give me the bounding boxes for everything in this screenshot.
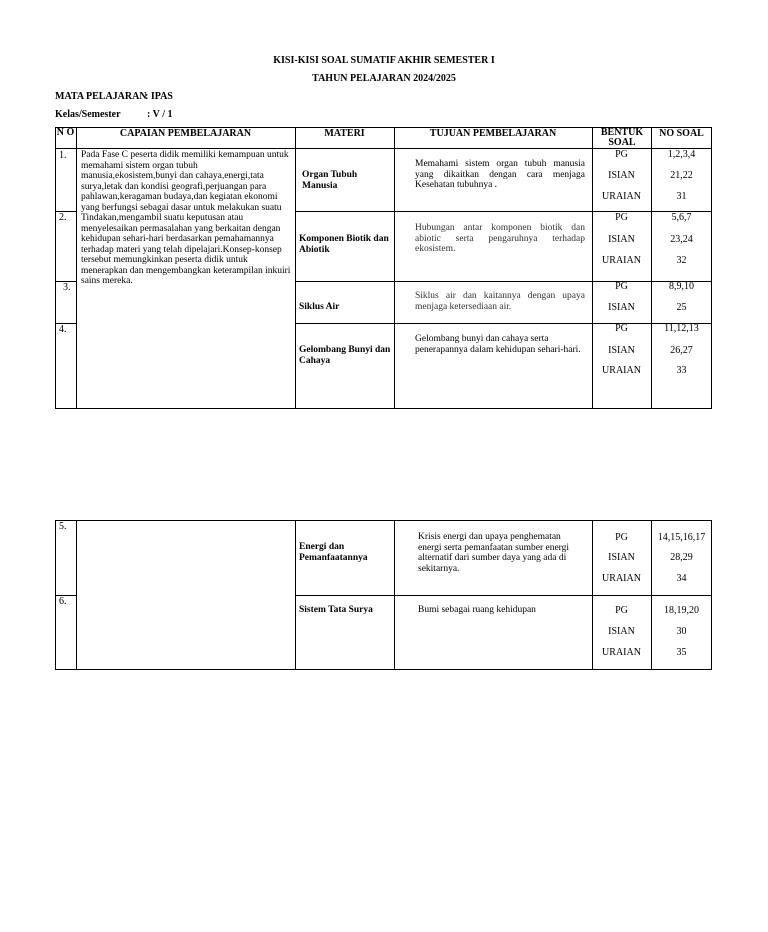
row-3-materi: Siklus Air	[299, 302, 340, 312]
row-5-bentuk-3: URAIAN	[602, 573, 641, 584]
row-4-bentuk-2: ISIAN	[608, 345, 635, 356]
row-5-nosoal-1: 14,15,16,17	[657, 532, 706, 543]
row-4-nosoal-2: 26,27	[670, 345, 693, 356]
row-1-bentuk-2: ISIAN	[608, 170, 635, 181]
row-3-bentuk-1: PG	[615, 281, 628, 292]
header-tujuan: TUJUAN PEMBELAJARAN	[429, 128, 557, 139]
row-4-nosoal-1: 11,12,13	[664, 323, 699, 334]
row-2-no: 2.	[59, 212, 67, 223]
row-1-materi: Organ Tubuh Manusia	[302, 170, 358, 191]
capaian-text: Pada Fase C peserta didik memiliki kemampuan untuk memahami sistem organ tubuh manusia,ekosistem,bunyi dan cahaya,energi,tata surya,letak dan kondisi geografi,perjuangan para pahlawan,keragaman budaya,dan kegiatan ekonomi yang berfungsi sebagai dasar untuk melakukan suatu Tindakan,mengambil suatu keputusan atau menyelesaikan permasalahan yang berkaitan dengan kehidupan sehari-hari berdasarkan pemahamannya terhadap materi yang telah dipelajari.Konsep-konsep tersebut memungkinkan peserta didik untuk menerapkan dan mengembangkan keterampilan inkuiri sains mereka.	[81, 150, 291, 286]
row-5-materi: Energi dan Pemanfaatannya	[299, 542, 368, 563]
row-2-nosoal-1: 5,6,7	[671, 212, 692, 223]
row-4-tujuan: Gelombang bunyi dan cahaya serta penerapannya dalam kehidupan sehari-hari.	[415, 334, 581, 355]
row-6-bentuk-1: PG	[615, 605, 628, 616]
row-5-no: 5.	[59, 521, 67, 532]
row-5-nosoal-3: 34	[676, 573, 687, 584]
row-2-nosoal-3: 32	[676, 255, 687, 266]
row-2-tujuan: Hubungan antar komponen biotik dan abiotic serta pengaruhnya terhadap ekosistem.	[415, 223, 585, 254]
row-3-bentuk-2: ISIAN	[608, 302, 635, 313]
row-2-bentuk-1: PG	[615, 212, 628, 223]
row-1-nosoal-2: 21,22	[670, 170, 693, 181]
class-label: Kelas/Semester	[55, 109, 121, 120]
row-3-nosoal-2: 25	[676, 302, 687, 313]
row-4-bentuk-1: PG	[615, 323, 628, 334]
row-3-tujuan: Siklus air dan kaitannya dengan upaya menjaga ketersediaan air.	[415, 291, 585, 312]
row-4-bentuk-3: URAIAN	[602, 365, 641, 376]
subject-label: MATA PELAJARAN	[55, 91, 147, 102]
subject-value: : IPAS	[145, 91, 173, 102]
row-6-materi: Sistem Tata Surya	[299, 605, 373, 615]
row-6-nosoal-1: 18,19,20	[664, 605, 699, 616]
row-1-bentuk-1: PG	[615, 149, 628, 160]
row-4-materi: Gelombang Bunyi dan Cahaya	[299, 345, 391, 366]
row-1-nosoal-1: 1,2,3,4	[667, 149, 696, 160]
row-1-bentuk-3: URAIAN	[602, 191, 641, 202]
row-6-nosoal-2: 30	[676, 626, 687, 637]
row-5-tujuan: Krisis energi dan upaya penghematan energi serta pemanfaatan sumber energi alternatif dari sumber daya yang ada di sekitarnya.	[418, 532, 570, 574]
row-2-nosoal-2: 23,24	[670, 234, 693, 245]
header-no: N O	[56, 127, 75, 138]
row-1-tujuan: Memahami sistem organ tubuh manusia yang dikaitkan dengan cara menjaga Kesehatan tubuhnya .	[415, 159, 585, 190]
row-5-nosoal-2: 28,29	[670, 552, 693, 563]
row-5-bentuk-1: PG	[615, 532, 628, 543]
row-3-no: 3.	[63, 282, 71, 293]
row-4-no: 4.	[59, 324, 67, 335]
row-2-bentuk-2: ISIAN	[608, 234, 635, 245]
row-6-nosoal-3: 35	[676, 647, 687, 658]
row-4-nosoal-3: 33	[676, 365, 687, 376]
row-6-bentuk-2: ISIAN	[608, 626, 635, 637]
row-2-bentuk-3: URAIAN	[602, 255, 641, 266]
document-title: KISI-KISI SOAL SUMATIF AKHIR SEMESTER I	[273, 55, 495, 66]
row-1-no: 1.	[59, 150, 67, 161]
row-1-nosoal-3: 31	[676, 191, 687, 202]
row-5-bentuk-2: ISIAN	[608, 552, 635, 563]
row-6-tujuan: Bumi sebagai ruang kehidupan	[418, 605, 536, 615]
row-6-no: 6.	[59, 596, 67, 607]
row-3-nosoal-1: 8,9,10	[669, 281, 694, 292]
header-bentuk: BENTUK SOAL	[600, 127, 644, 148]
header-materi: MATERI	[324, 128, 365, 139]
header-capaian: CAPAIAN PEMBELAJARAN	[119, 128, 252, 139]
row-6-bentuk-3: URAIAN	[602, 647, 641, 658]
header-nosoal: NO SOAL	[659, 128, 704, 139]
class-value: : V / 1	[147, 109, 173, 120]
row-2-materi: Komponen Biotik dan Abiotik	[299, 234, 389, 255]
document-subtitle: TAHUN PELAJARAN 2024/2025	[312, 73, 456, 84]
